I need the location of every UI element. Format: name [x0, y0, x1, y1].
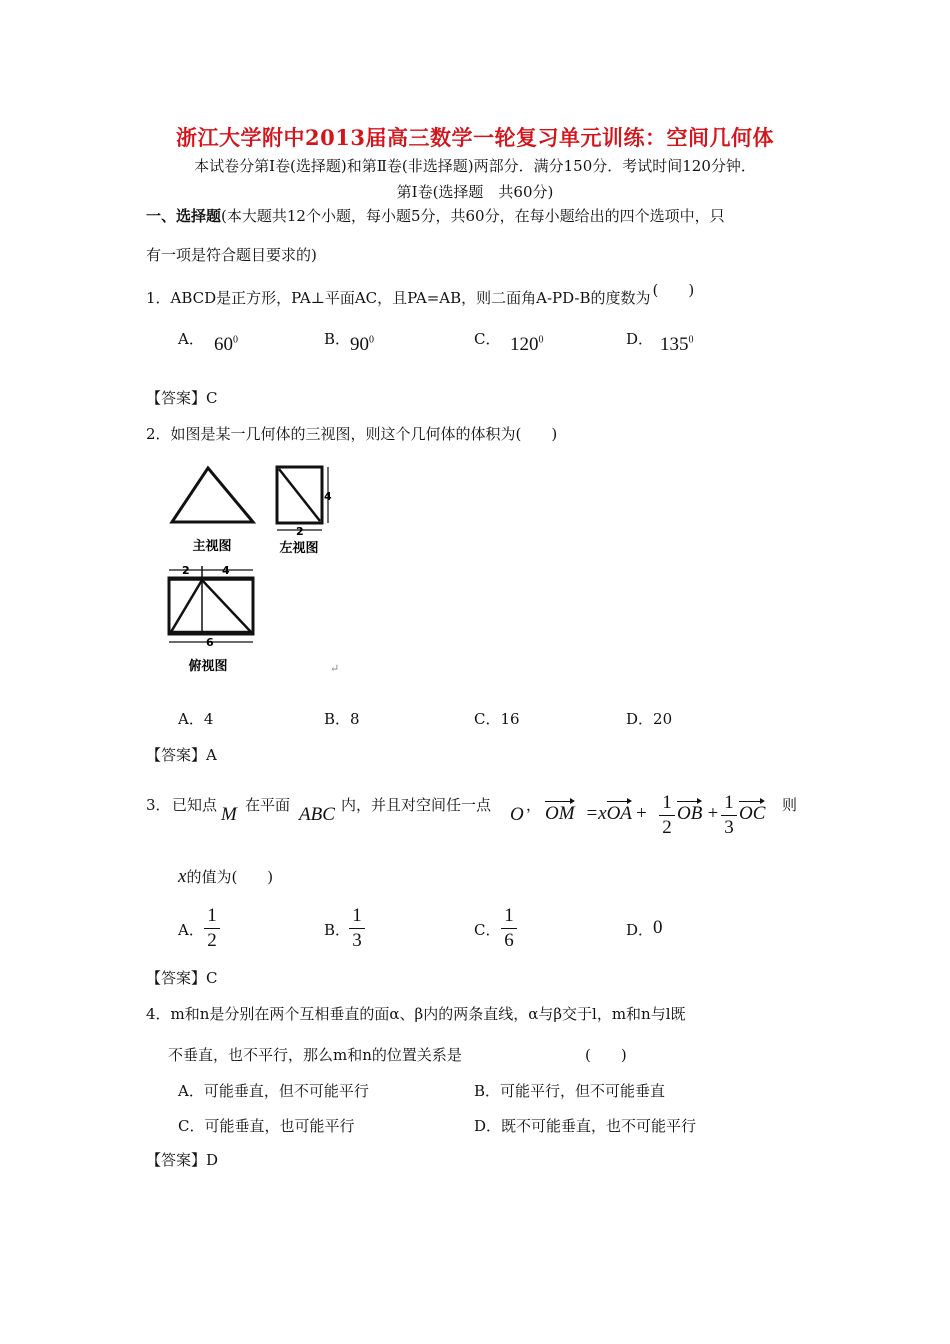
q1-option-b-value: $90^0$	[350, 334, 374, 355]
q1-option-d-label: D．	[626, 330, 654, 348]
q3-option-c-fraction: 1 6	[501, 906, 517, 951]
q4-line2: 不垂直，也不平行，那么m和n的位置关系是	[168, 1046, 462, 1064]
q4-option-a: A．可能垂直，但不可能平行	[178, 1082, 369, 1100]
q3-option-d-label: D．	[626, 921, 654, 939]
q3-text-2: 在平面	[245, 796, 291, 814]
section-label: 一、选择题	[146, 207, 222, 225]
vector-om: OM	[545, 803, 575, 824]
side-height-label: 4	[324, 490, 332, 503]
side-width-label: 2	[296, 525, 304, 538]
side-view-caption: 左视图	[279, 541, 319, 556]
q3-option-a-label: A．	[178, 921, 204, 939]
q2-option-c: C．16	[474, 710, 520, 728]
q1-option-c-label: C．	[474, 330, 501, 348]
q3-option-d-value: 0	[653, 917, 663, 938]
vector-ob: OB	[677, 803, 703, 824]
q2-answer: 【答案】A	[146, 746, 217, 764]
side-view-diagonal	[279, 469, 320, 521]
q1-option-c-value: $120^0$	[510, 334, 544, 355]
part-heading: 第Ⅰ卷(选择题 共60分)	[396, 183, 554, 201]
q4-option-c: C．可能垂直，也可能平行	[178, 1117, 355, 1135]
q3-comma: ，	[526, 796, 542, 814]
q2-option-b: B．8	[324, 710, 360, 728]
q1-option-a-value: $60^0$	[214, 334, 238, 355]
q3-point-m: M	[221, 804, 237, 825]
q3-vector-equation: OM =xOA +	[545, 803, 648, 824]
return-mark: ↵	[330, 662, 340, 675]
q1-option-b-label: B．	[324, 330, 351, 348]
section-desc-line2: 有一项是符合题目要求的)	[146, 246, 317, 264]
q3-num: 3．	[146, 796, 171, 814]
q4-option-d: D．既不可能垂直，也不可能平行	[474, 1117, 697, 1135]
q3-text-3: 内，并且对空间任一点	[341, 796, 492, 814]
three-view-figure	[160, 458, 360, 680]
q3-answer: 【答案】C	[146, 969, 218, 987]
q3-term-oc	[739, 803, 765, 825]
top-view-triangle	[171, 580, 251, 632]
q1-stem	[146, 281, 695, 308]
q3-term-ob: OB +	[677, 803, 720, 824]
q4-answer: 【答案】D	[146, 1151, 219, 1169]
top-dim-bottom-label: 6	[206, 636, 214, 649]
top-dim-right-label: 4	[222, 564, 230, 577]
q3-option-a-fraction: 1 2	[204, 906, 220, 951]
top-view-rect	[169, 578, 253, 634]
front-view-triangle	[172, 468, 253, 522]
document-title: 浙江大学附中2013届高三数学一轮复习单元训练：空间几何体	[176, 125, 774, 150]
q1-option-a-label: A．	[178, 330, 204, 348]
front-view-caption: 主视图	[192, 539, 232, 554]
q3-option-c-label: C．	[474, 921, 501, 939]
q4-line1: 4．m和n是分别在两个互相垂直的面α、β内的两条直线，α与β交于l，m和n与l既	[146, 1005, 686, 1023]
q3-option-b-label: B．	[324, 921, 351, 939]
q3-text-1: 已知点	[172, 796, 218, 814]
q1-answer: 【答案】C	[146, 389, 218, 407]
q3-fraction-third: 1 3	[721, 793, 737, 838]
q3-plane-abc: ABC	[299, 804, 335, 825]
q3-point-o: O	[510, 804, 524, 825]
section-heading	[146, 205, 725, 226]
section-desc-line1: (本大题共12个小题，每小题5分，共60分，在每小题给出的四个选项中，只	[221, 207, 725, 225]
q2-stem: 2．如图是某一几何体的三视图，则这个几何体的体积为( )	[146, 425, 558, 443]
q3-fraction-half: 1 2	[659, 793, 675, 838]
top-dim-left-label: 2	[182, 564, 190, 577]
q4-option-b: B．可能平行，但不可能垂直	[474, 1082, 666, 1100]
q1-answer-paren: ( )	[652, 281, 695, 299]
q3-option-b-fraction: 1 3	[349, 906, 365, 951]
vector-oa: OA	[606, 803, 632, 824]
q2-option-a: A．4	[178, 710, 214, 728]
exam-intro: 本试卷分第Ⅰ卷(选择题)和第Ⅱ卷(非选择题)两部分．满分150分．考试时间120分钟．	[194, 157, 756, 175]
vector-oc: OC	[739, 803, 766, 824]
q1-option-d-value: $135^0$	[660, 334, 694, 355]
q3-line2: x的值为( )	[178, 866, 274, 887]
top-view-caption: 俯视图	[188, 659, 228, 674]
q2-option-d: D．20	[626, 710, 673, 728]
q1-stem-text: 1．ABCD是正方形，PA⊥平面AC，且PA=AB，则二面角A-PD-B的度数为	[146, 289, 651, 307]
q3-then: 则	[782, 796, 798, 814]
q4-answer-paren: ( )	[585, 1046, 627, 1064]
